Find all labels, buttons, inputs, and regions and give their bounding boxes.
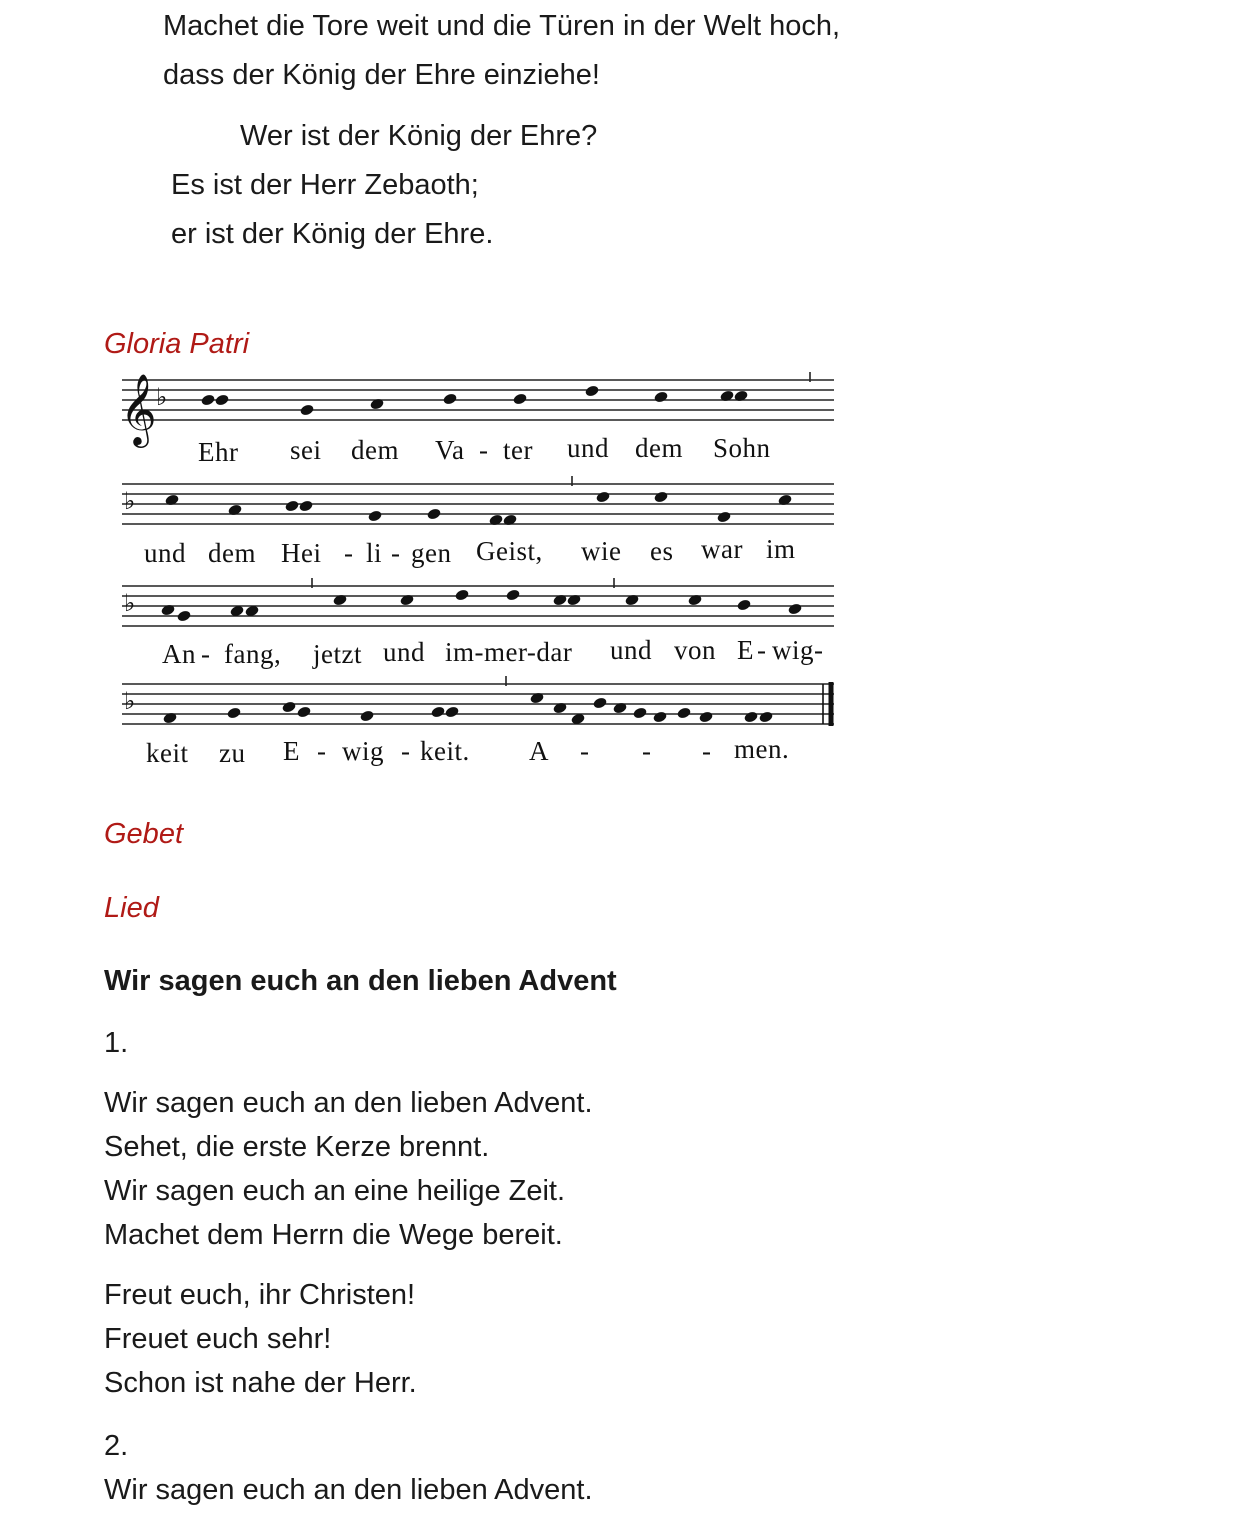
note	[367, 509, 382, 522]
gloria-patri-heading: Gloria Patri	[104, 328, 250, 360]
note	[758, 710, 773, 723]
note	[359, 709, 374, 722]
note	[299, 403, 314, 416]
lyric-syllable: -	[580, 736, 590, 766]
song-title: Wir sagen euch an den lieben Advent	[104, 965, 617, 997]
lyric-syllable: -	[702, 736, 712, 766]
note	[592, 696, 607, 709]
flat-icon: ♭	[124, 687, 136, 715]
lyric-syllable: li	[366, 538, 383, 568]
lyric-syllable: An	[162, 639, 196, 669]
note	[281, 700, 296, 713]
psalm-line-3: Wer ist der König der Ehre?	[240, 120, 598, 152]
psalm-line-2: dass der König der Ehre einziehe!	[163, 59, 600, 91]
note	[736, 598, 751, 611]
lyric-syllable: Va	[435, 435, 465, 465]
lyric-syllable: im	[766, 534, 796, 564]
note	[595, 490, 610, 503]
lyric-syllable: jetzt	[313, 639, 362, 669]
lyrics-system-4	[146, 734, 789, 768]
gloria-patri-score	[112, 366, 842, 778]
lyric-syllable: war	[701, 534, 743, 564]
verse-1-line-2: Sehet, die erste Kerze brennt.	[104, 1131, 490, 1163]
psalm-line-1: Machet die Tore weit und die Türen in der Welt hoch,	[163, 10, 841, 42]
lyrics-system-1	[198, 433, 771, 467]
lyric-syllable: gen	[411, 538, 452, 568]
note	[298, 499, 313, 512]
note	[426, 507, 441, 520]
note	[653, 390, 668, 403]
lyric-syllable: -	[401, 736, 411, 766]
lyric-syllable: und	[610, 635, 652, 665]
lyric-syllable: wig-	[772, 635, 824, 665]
lyric-syllable: E	[737, 635, 754, 665]
verse-1-number: 1.	[104, 1027, 129, 1059]
lyric-syllable: und	[144, 538, 186, 568]
note	[444, 705, 459, 718]
verse-1-line-3: Wir sagen euch an eine heilige Zeit.	[104, 1175, 566, 1207]
lyric-syllable: -	[344, 538, 354, 568]
psalm-line-5: er ist der König der Ehre.	[171, 218, 494, 250]
verse-1-line-1: Wir sagen euch an den lieben Advent.	[104, 1087, 593, 1119]
lyric-syllable: E	[283, 736, 300, 766]
note	[176, 609, 191, 622]
psalm-line-4: Es ist der Herr Zebaoth;	[171, 169, 479, 201]
verse-2-number: 2.	[104, 1430, 129, 1462]
lyric-syllable: sei	[290, 435, 322, 465]
lyric-syllable: zu	[219, 738, 246, 768]
lyric-syllable: keit.	[420, 736, 470, 766]
note	[214, 393, 229, 406]
note	[787, 602, 802, 615]
lyric-syllable: dem	[635, 433, 683, 463]
lyric-syllable: -	[317, 736, 327, 766]
lyric-syllable: wie	[581, 536, 622, 566]
lyric-syllable: A	[529, 736, 549, 766]
note	[743, 710, 758, 723]
lyric-syllable: -	[479, 435, 489, 465]
note	[676, 706, 691, 719]
lyric-syllable: fang,	[224, 639, 282, 669]
lyrics-system-2	[144, 534, 796, 568]
lyric-syllable: Sohn	[713, 433, 771, 463]
note	[430, 705, 445, 718]
lyric-syllable: von	[674, 635, 716, 665]
staff-system-4	[122, 676, 834, 768]
note	[652, 710, 667, 723]
note	[200, 393, 215, 406]
lyric-syllable: dem	[208, 538, 256, 568]
verse-2-line-1: Wir sagen euch an den lieben Advent.	[104, 1474, 593, 1506]
flat-icon: ♭	[124, 589, 136, 617]
staff-system-3	[122, 578, 834, 669]
lyric-syllable: Geist,	[476, 536, 543, 566]
lyrics-system-3	[162, 635, 824, 669]
lyric-syllable: und	[567, 433, 609, 463]
note	[442, 392, 457, 405]
note	[284, 499, 299, 512]
lyric-syllable: Ehr	[198, 437, 239, 467]
lyric-syllable: wig	[342, 736, 384, 766]
lyric-syllable: ter	[503, 435, 533, 465]
lyric-syllable: -	[642, 736, 652, 766]
note	[512, 392, 527, 405]
lyric-syllable: -	[391, 538, 401, 568]
lyric-syllable: im-mer-dar	[445, 637, 573, 667]
staff-system-1	[120, 372, 834, 467]
flat-icon: ♭	[124, 487, 136, 515]
flat-icon: ♭	[156, 383, 168, 411]
lyric-syllable: es	[650, 536, 674, 566]
note	[454, 588, 469, 601]
note	[584, 384, 599, 397]
staff-system-2	[122, 476, 834, 568]
lied-heading: Lied	[104, 892, 159, 924]
lyric-syllable: keit	[146, 738, 189, 768]
gebet-heading: Gebet	[104, 818, 183, 850]
note	[653, 490, 668, 503]
note	[716, 510, 731, 523]
lyric-syllable: -	[201, 639, 211, 669]
note	[632, 706, 647, 719]
note	[698, 710, 713, 723]
note	[505, 588, 520, 601]
treble-clef-icon: 𝄞	[120, 372, 157, 445]
lyric-syllable: men.	[734, 734, 790, 764]
refrain-line-2: Freuet euch sehr!	[104, 1323, 332, 1355]
refrain-line-3: Schon ist nahe der Herr.	[104, 1367, 417, 1399]
lyric-syllable: Hei	[281, 538, 322, 568]
note	[226, 706, 241, 719]
lyric-syllable: -	[757, 635, 767, 665]
note	[296, 705, 311, 718]
lyric-syllable: und	[383, 637, 425, 667]
refrain-line-1: Freut euch, ihr Christen!	[104, 1279, 416, 1311]
verse-1-line-4: Machet dem Herrn die Wege bereit.	[104, 1219, 563, 1251]
lyric-syllable: dem	[351, 435, 399, 465]
